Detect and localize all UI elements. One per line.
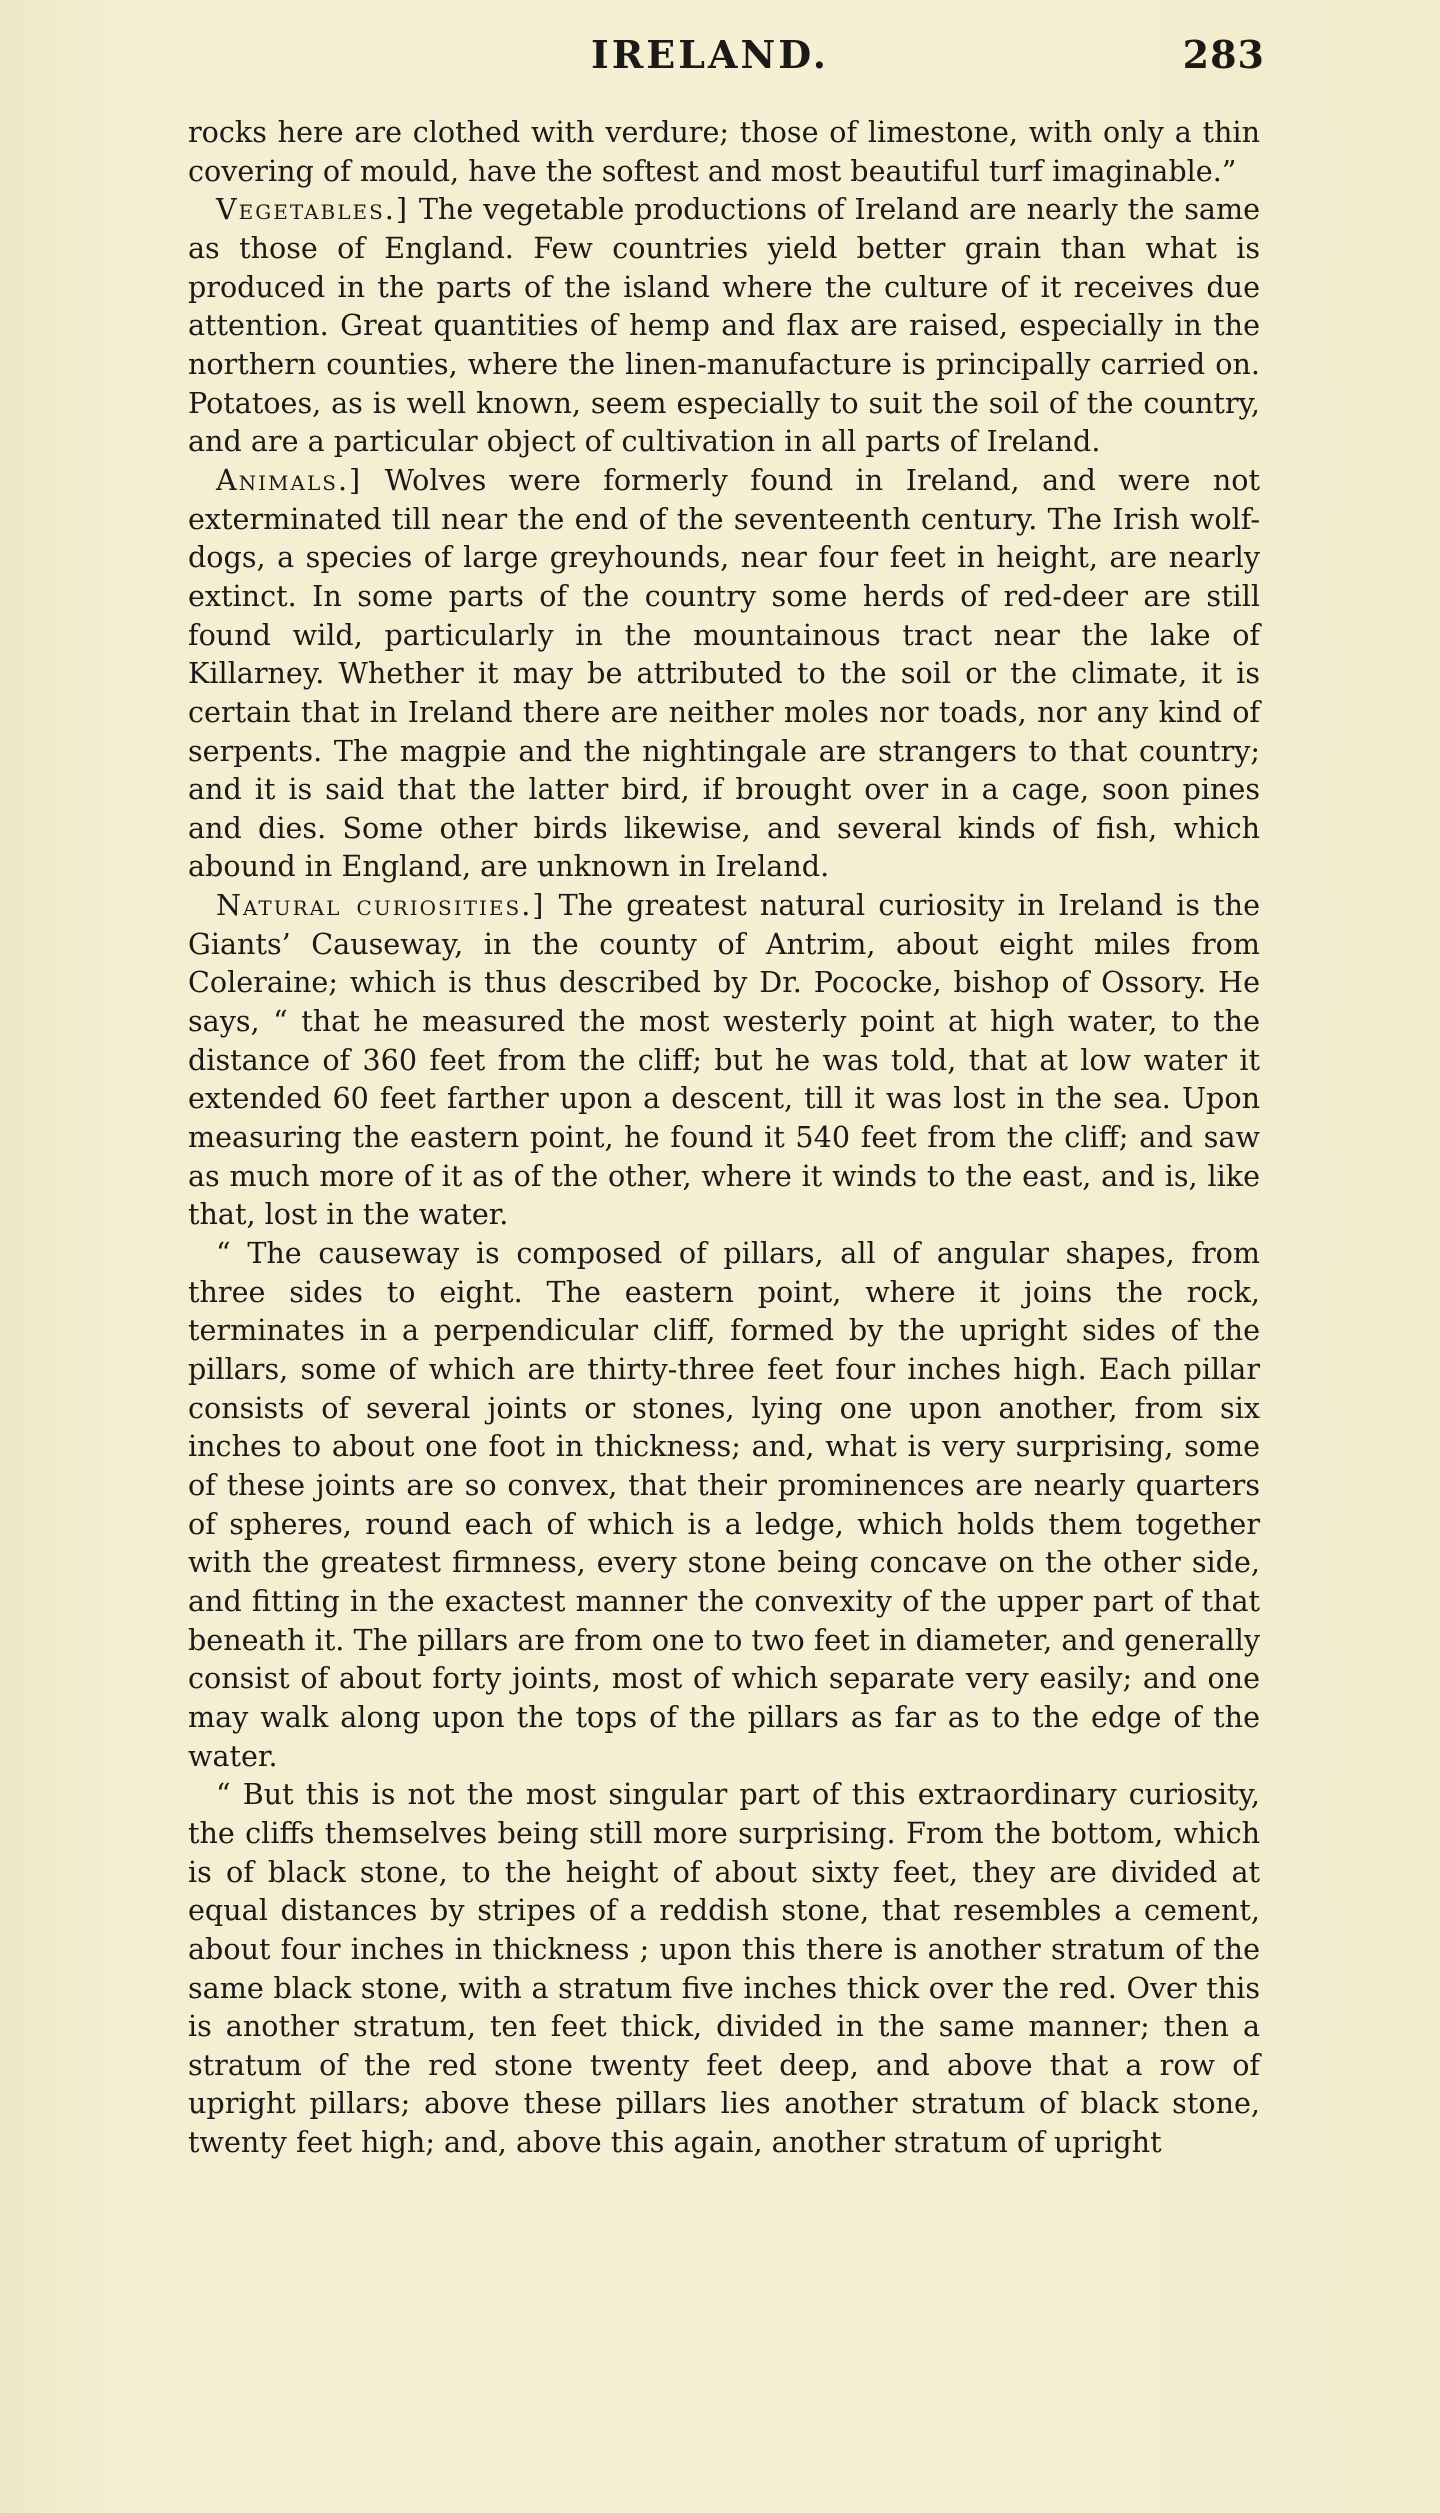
running-head: IRELAND. bbox=[590, 32, 830, 77]
section-heading: Natural curiosities.] bbox=[216, 888, 546, 923]
paragraph bbox=[188, 190, 1260, 461]
page-number: 283 bbox=[1182, 32, 1265, 77]
paragraph-text: The greatest natural curiosity in Ireland is the Giants’ Causeway, in the county of Antrim, about eight miles from Coleraine; which is thus described by Dr. Pococke, bishop of Ossory. He says, “ that he measured the most westerly point at high water, to the distance of 360 feet from the cliff; but he was told, that at low water it extended 60 feet farther upon a descent, till it was lost in the sea. Upon measuring the eastern point, he found it 540 feet from the cliff; and saw as much more of it as of the other, where it winds to the east, and is, like that, lost in the water. bbox=[188, 888, 1260, 1232]
section-heading: Animals.] bbox=[216, 462, 363, 497]
body-text bbox=[188, 113, 1260, 2162]
paragraph-text: “ The causeway is composed of pillars, all of angular shapes, from three sides to eight. The eastern point, where it joins the rock, terminates in a perpendicular cliff, formed by the upright sides of the pillars, some of which are thirty-three feet four inches high. Each pillar consists of several joints or stones, lying one upon another, from six inches to about one foot in thickness; and, what is very surprising, some of these joints are so convex, that their prominences are nearly quarters of spheres, round each of which is a ledge, which holds them together with the greatest firmness, every stone being concave on the other side, and fitting in the exactest manner the convexity of the upper part of that beneath it. The pillars are from one to two feet in diameter, and generally consist of about forty joints, most of which separate very easily; and one may walk along upon the tops of the pillars as far as to the edge of the water. bbox=[188, 1236, 1260, 1773]
paragraph bbox=[188, 886, 1260, 1234]
page-header bbox=[0, 32, 1440, 92]
paragraph-text: Wolves were formerly found in Ireland, and were not exterminated till near the end of the seventeenth century. The Irish wolf-dogs, a species of large greyhounds, near four feet in height, are nearly extinct. In some parts of the country some herds of red-deer are still found wild, particularly in the mountainous tract near the lake of Killarney. Whether it may be attributed to the soil or the climate, it is certain that in Ireland there are neither moles nor toads, nor any kind of serpents. The magpie and the nightingale are strangers to that country; and it is said that the latter bird, if brought over in a cage, soon pines and dies. Some other birds likewise, and several kinds of fish, which abound in England, are unknown in Ireland. bbox=[188, 462, 1260, 884]
section-heading: Vegetables.] bbox=[216, 192, 410, 227]
paragraph-text: rocks here are clothed with verdure; those of limestone, with only a thin covering of mould, have the softest and most beautiful turf imaginable.” bbox=[188, 115, 1260, 188]
paragraph bbox=[188, 113, 1260, 190]
paragraph-text: The vegetable productions of Ireland are nearly the same as those of England. Few countries yield better grain than what is produced in the parts of the island where the culture of it receives due attention. Great quantities of hemp and flax are raised, especially in the northern counties, where the linen-manufacture is principally carried on. Potatoes, as is well known, seem especially to suit the soil of the country, and are a particular object of cultivation in all parts of Ireland. bbox=[188, 192, 1260, 459]
paragraph bbox=[188, 461, 1260, 886]
paragraph bbox=[188, 1775, 1260, 2162]
paragraph-text: “ But this is not the most singular part of this extraordinary curiosity, the cliffs themselves being still more surprising. From the bottom, which is of black stone, to the height of about sixty feet, they are divided at equal distances by stripes of a reddish stone, that resembles a cement, about four inches in thickness ; upon this there is another stratum of the same black stone, with a stratum five inches thick over the red. Over this is another stratum, ten feet thick, divided in the same manner; then a stratum of the red stone twenty feet deep, and above that a row of upright pillars; above these pillars lies another stratum of black stone, twenty feet high; and, above this again, another stratum of upright bbox=[188, 1777, 1260, 2160]
paragraph bbox=[188, 1234, 1260, 1775]
